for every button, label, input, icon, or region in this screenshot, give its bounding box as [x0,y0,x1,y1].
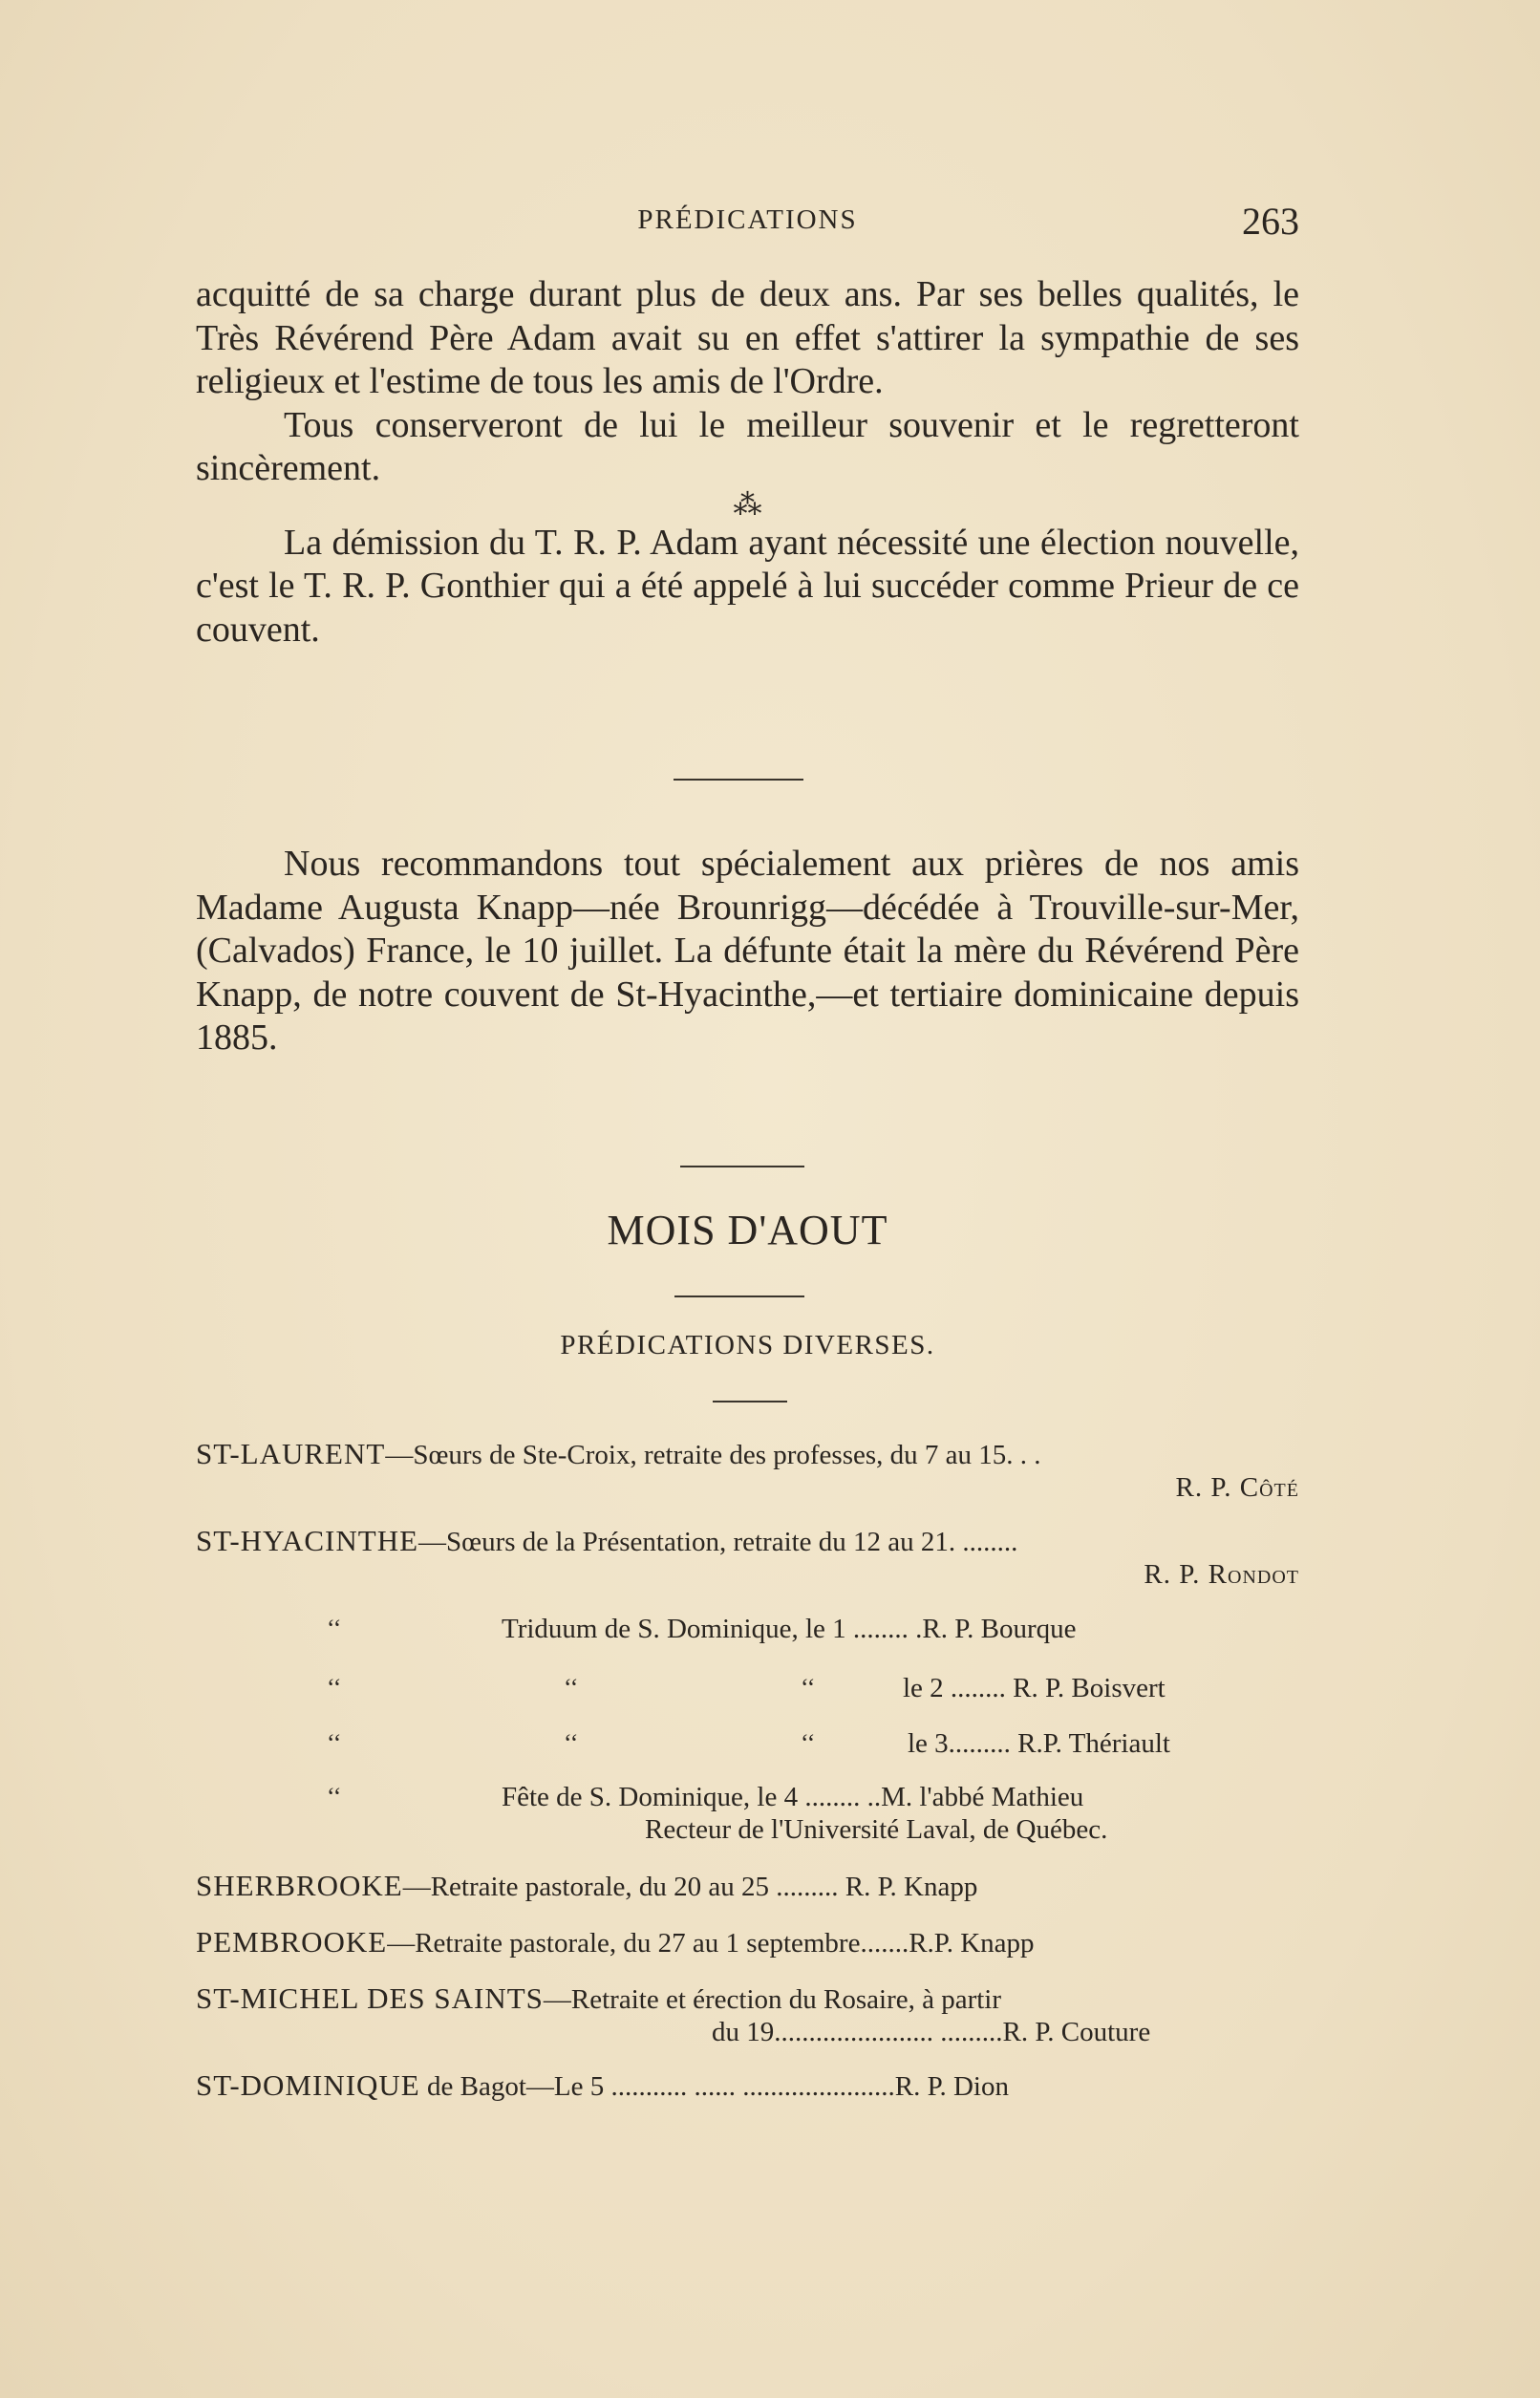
divider-rule [674,779,803,781]
place-name: ST-HYACINTHE [196,1524,419,1557]
paragraph-souvenir: Tous conserveront de lui le meilleur souvenir et le regretteront sincèrement. [196,404,1299,488]
paragraph-obituary: Nous recommandons tout spécialement aux prières de nos amis Madame Augusta Knapp—née Brounrigg—décédée à Trouville-sur-Mer, (Calvados) France, le 10 juillet. La défunte était la mère du Révérend Père Knapp, de notre couvent de St-Hyacinthe,—et tertiaire dominicaine depuis 1885. [196,844,1299,1058]
preacher-name: R. P. Rondot [1144,1559,1299,1590]
entry-text: —Retraite pastorale, du 27 au 1 septembre.......R.P. Knapp [387,1928,1035,1959]
place-name: ST-DOMINIQUE [196,2068,420,2102]
entry-text: le 2 ........ R. P. Boisvert [903,1673,1166,1703]
prose-section [196,273,1299,652]
place-name: SHERBROOKE [196,1869,403,1902]
entry-text-continued: du 19....................... .........R. P. Couture [712,2017,1151,2047]
preacher-name: R. P. Côté [1175,1472,1299,1503]
list-item [502,1781,1299,1813]
list-item [196,1870,1299,1903]
place-name: PEMBROOKE [196,1925,388,1959]
place-name: ST-LAURENT [196,1437,386,1470]
list-item [502,1613,1299,1645]
ditto-mark: ‘‘ [327,1674,342,1702]
ditto-mark: ‘‘ [327,1783,342,1810]
ditto-mark: ‘‘ [564,1729,579,1757]
entry-text: —Sœurs de Ste-Croix, retraite des professes, du 7 au 15. . . [385,1440,1041,1470]
entry-text: Triduum de S. Dominique, le 1 ........ .R. P. Bourque [502,1614,1077,1644]
list-item [196,1438,1299,1471]
paragraph-election: La démission du T. R. P. Adam ayant nécessité une élection nouvelle, c'est le T. R. P. Gonthier qui a été appelé à lui succéder comme Prieur de ce couvent. [196,522,1299,650]
entry-text: le 3......... R.P. Thériault [908,1728,1170,1759]
divider-rule [713,1401,787,1402]
section-title: MOIS D'AOUT [607,1207,888,1253]
entry-text-continued: Recteur de l'Université Laval, de Québec. [645,1814,1108,1845]
paragraph-continuation: acquitté de sa charge durant plus de deux ans. Par ses belles qualités, le Très Révérend Père Adam avait su en effet s'attirer la sympathie de ses religieux et l'estime de tous les amis de l'Ordre. [196,274,1299,401]
list-item [908,1727,1299,1760]
ditto-mark: ‘‘ [327,1615,342,1642]
running-title: PRÉDICATIONS [637,204,858,235]
entry-text: de Bagot—Le 5 ........... ...... ......................R. P. Dion [419,2071,1009,2102]
list-item [196,2069,1299,2103]
obituary-section [196,843,1299,1060]
section-subtitle: PRÉDICATIONS DIVERSES. [560,1330,935,1360]
list-item [196,1525,1299,1558]
list-item [196,1982,1299,2016]
entry-text: —Retraite pastorale, du 20 au 25 ......... R. P. Knapp [402,1872,978,1902]
entry-text: —Retraite et érection du Rosaire, à partir [543,1984,1002,2015]
divider-rule [680,1166,804,1167]
asterism: ⁂ [733,488,762,521]
list-item [903,1672,1299,1704]
list-item [196,1926,1299,1959]
ditto-mark: ‘‘ [564,1674,579,1702]
running-header [196,199,1299,246]
ditto-mark: ‘‘ [801,1729,816,1757]
preaching-list [196,1438,1299,1591]
divider-rule [674,1295,804,1297]
entry-text: —Sœurs de la Présentation, retraite du 12 au 21. ........ [418,1527,1018,1557]
entry-text: Fête de S. Dominique, le 4 ........ ..M. l'abbé Mathieu [502,1782,1084,1812]
ditto-mark: ‘‘ [327,1729,342,1757]
place-name: ST-MICHEL DES SAINTS [196,1981,544,2015]
page-number: 263 [1242,200,1299,243]
preaching-list-continued [196,1870,1299,2103]
ditto-mark: ‘‘ [801,1674,816,1702]
